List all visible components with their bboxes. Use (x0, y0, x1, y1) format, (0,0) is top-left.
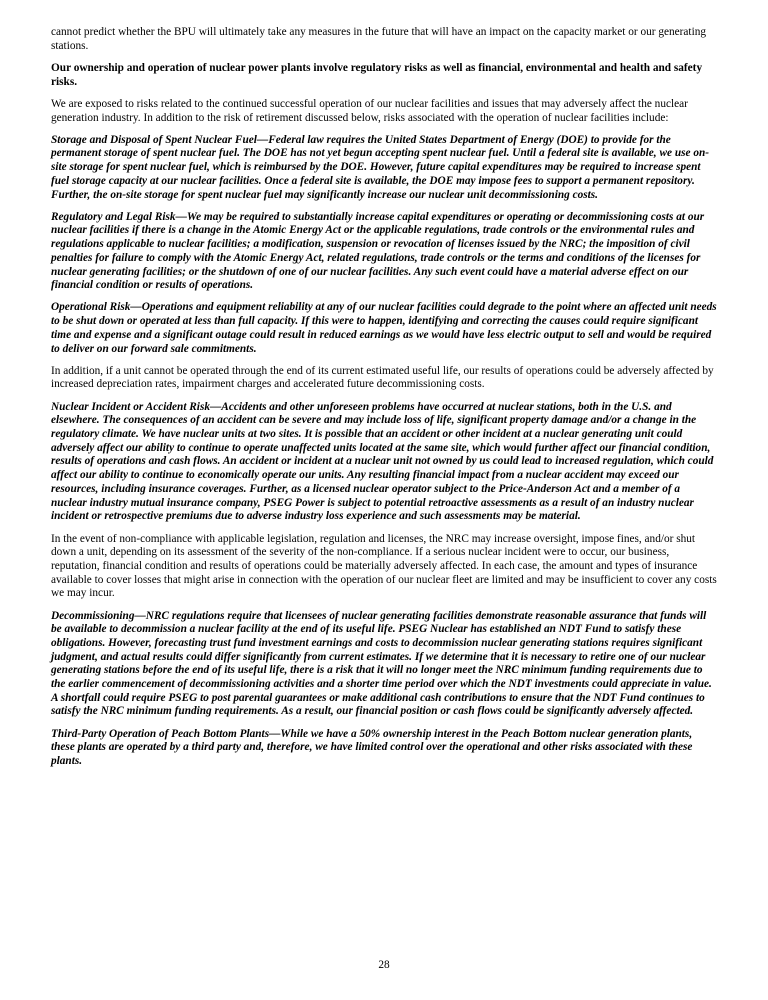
paragraph-lead: Operational Risk (51, 301, 131, 314)
paragraph: Decommissioning—NRC regulations require that licensees of nuclear generating facilities demonstrate reasonable assurance that funds will be available to decommission a nuclear facility at the end of its useful life. PSEG Nuclear has established an NDT Fund to satisfy these obligations. However, forecasting trust fund investment earnings and costs to decommission nuclear generating stations requires significant judgment, and actual results could differ significantly from current estimates. If we determine that it is necessary to retire one of our nuclear generating stations before the end of its useful life, there is a risk that it will no longer meet the NRC minimum funding requirements due to the earlier commencement of decommissioning activities and a shorter time period over which the NDT investments could appreciate in value. A shortfall could require PSEG to post parental guarantees or make additional cash contributions to ensure that the NDT Fund continues to satisfy the NRC minimum funding requirements. As a result, our financial position or cash flows could be significantly adversely affected. (51, 609, 712, 718)
paragraph-lead: Third-Party Operation of Peach Bottom Plants (51, 727, 270, 740)
paragraph-lead: Decommissioning (51, 609, 135, 622)
paragraph: We are exposed to risks related to the continued successful operation of our nuclear facilities and issues that may adversely affect the nuclear generation industry. In addition to the risk of retirement discussed below, risks associated with the operation of nuclear facilities include: (51, 97, 688, 124)
paragraph: cannot predict whether the BPU will ultimately take any measures in the future that will have an impact on the capacity market or our generating stations. (51, 26, 706, 52)
paragraph-list (51, 26, 718, 769)
paragraph: Third-Party Operation of Peach Bottom Plants—While we have a 50% ownership interest in the Peach Bottom nuclear generation plants, these plants are operated by a third party and, therefore, we have limited control over the operational and other risks associated with these plants. (51, 727, 693, 768)
page-footer (0, 959, 768, 973)
paragraph-lead: Storage and Disposal of Spent Nuclear Fuel (51, 133, 257, 146)
page-number: 28 (378, 959, 390, 972)
section-heading: Our ownership and operation of nuclear power plants involve regulatory risks as well as financial, environmental and health and safety risks. (51, 61, 703, 88)
paragraph: Storage and Disposal of Spent Nuclear Fuel—Federal law requires the United States Department of Energy (DOE) to provide for the permanent storage of spent nuclear fuel. The DOE has not yet begun accepting spent nuclear fuel. Until a federal site is available, we use on-site storage for spent nuclear fuel, which is reimbursed by the DOE. However, future capital expenditures may be required to increase spent fuel storage capacity at our nuclear facilities. Once a federal site is available, the DOE may impose fees to support a permanent repository. Further, the on-site storage for spent nuclear fuel may significantly increase our nuclear unit decommissioning costs. (51, 133, 710, 201)
paragraph: Operational Risk—Operations and equipment reliability at any of our nuclear facilities could degrade to the point where an affected unit needs to be shut down or operated at less than full capacity. If this were to happen, identifying and correcting the causes could require significant time and expense and a significant outage could result in reduced earnings as we would have less electric output to sell and would be required to deliver on our forward sale commitments. (51, 301, 717, 355)
paragraph-lead: Nuclear Incident or Accident Risk (51, 400, 210, 413)
paragraph: In the event of non-compliance with applicable legislation, regulation and licenses, the NRC may increase oversight, impose fines, and/or shut down a unit, depending on its assessment of the severity of the non-compliance. If a serious nuclear incident were to occur, our business, reputation, financial condition and results of operations could be materially adversely affected. In each case, the amount and types of insurance available to cover losses that might arise in connection with the operation of our nuclear fleet are limited and may be insufficient to cover any costs we may incur. (51, 532, 717, 600)
paragraph: Regulatory and Legal Risk—We may be required to substantially increase capital expenditures or operating or decommissioning costs at our nuclear facilities if there is a change in the Atomic Energy Act or the applicable regulations, trade controls or the environmental rules and regulations applicable to nuclear facilities; a modification, suspension or revocation of licenses issued by the NRC; the imposition of civil penalties for failure to comply with the Atomic Energy Act, related regulations, trade controls or the terms and conditions of the licenses for nuclear generating facilities; or the shutdown of one of our nuclear facilities. Any such event could have a material adverse effect on our financial condition or results of operations. (51, 210, 705, 292)
paragraph: In addition, if a unit cannot be operated through the end of its current estimated useful life, our results of operations could be adversely affected by increased depreciation rates, impairment charges and accelerated future decommissioning costs. (51, 364, 714, 391)
paragraph-lead: Regulatory and Legal Risk (51, 210, 176, 223)
paragraph: Nuclear Incident or Accident Risk—Accidents and other unforeseen problems have occurred at nuclear stations, both in the U.S. and elsewhere. The consequences of an accident can be severe and may include loss of life, significant property damage and/or a change in the regulatory climate. We have nuclear units at two sites. It is possible that an accident or other incident at a nuclear generating unit could adversely affect our ability to continue to operate unaffected units located at the same site, which would further affect our financial condition, results of operations and cash flows. An accident or incident at a nuclear unit not owned by us could lead to increased regulation, which could affect our ability to continue to economically operate our units. Any resulting financial impact from a nuclear accident may exceed our resources, including insurance coverages. Further, as a licensed nuclear operator subject to the Price-Anderson Act and a member of a nuclear industry mutual insurance company, PSEG Power is subject to potential retroactive assessments as a result of an industry nuclear incident or retrospective premiums due to adverse industry loss experience and such assessments may be material. (51, 400, 714, 523)
